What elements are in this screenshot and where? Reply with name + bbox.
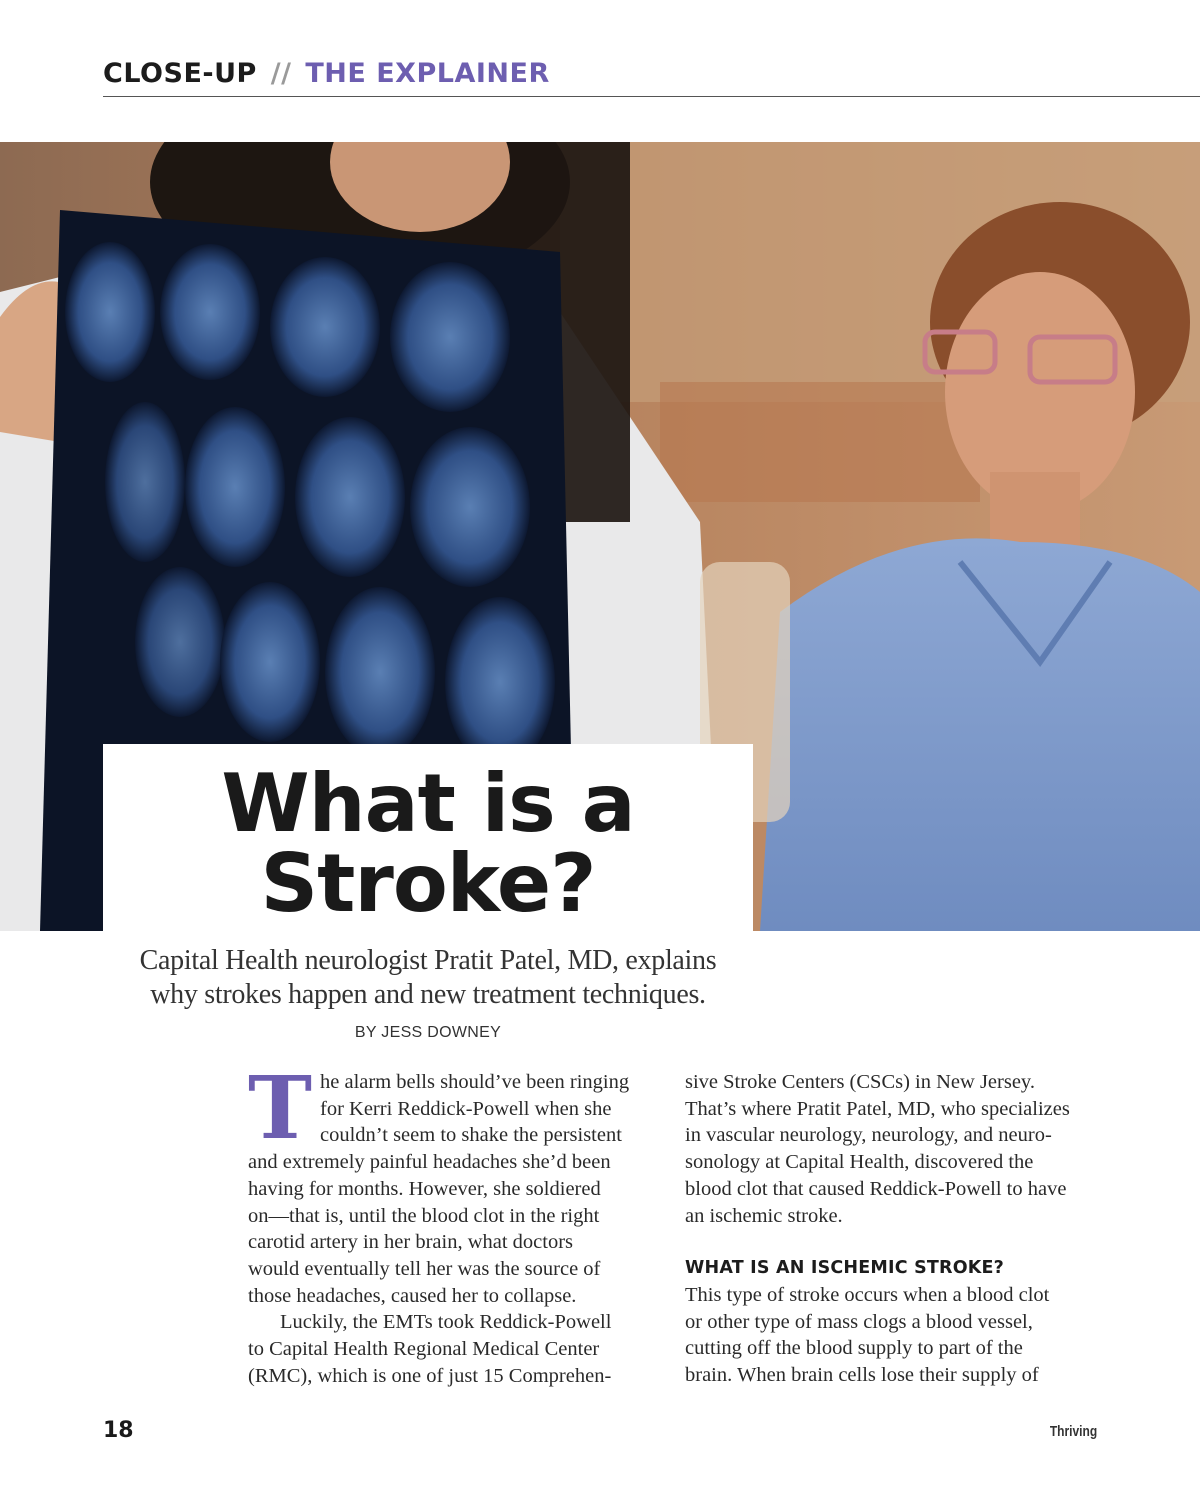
drop-cap-letter: T — [248, 1058, 312, 1159]
section-header — [103, 56, 1200, 97]
deck-line-2: why strokes happen and new treatment techniques. — [150, 979, 706, 1010]
body-line: cutting off the blood supply to part of the — [685, 1337, 1023, 1360]
body-line: This type of stroke occurs when a blood clot — [685, 1283, 1050, 1306]
body-line: to Capital Health Regional Medical Center — [248, 1338, 600, 1361]
body-line: couldn’t seem to shake the persistent — [320, 1124, 622, 1147]
body-line: for Kerri Reddick-Powell when she — [320, 1097, 612, 1120]
page-number: 18 — [103, 1418, 134, 1443]
publication-name: Thriving — [1049, 1423, 1097, 1440]
body-column-right — [685, 1069, 1105, 1389]
body-line: carotid artery in her brain, what doctors — [248, 1231, 574, 1254]
body-line: sonology at Capital Health, discovered the — [685, 1151, 1034, 1174]
body-line: those headaches, caused her to collapse. — [248, 1284, 577, 1307]
subsection-label: THE EXPLAINER — [305, 58, 550, 89]
body-line: would eventually tell her was the source of — [248, 1257, 601, 1280]
body-line: blood clot that caused Reddick-Powell to have — [685, 1177, 1067, 1200]
body-line: an ischemic stroke. — [685, 1204, 843, 1227]
section-subhead: WHAT IS AN ISCHEMIC STROKE? — [685, 1258, 1005, 1279]
body-line: having for months. However, she soldiered — [248, 1177, 601, 1200]
body-column-left — [248, 1058, 648, 1389]
deck-line-1: Capital Health neurologist Pratit Patel, MD, explains — [139, 945, 717, 976]
body-line: or other type of mass clogs a blood vessel, — [685, 1310, 1033, 1333]
body-line: on—that is, until the blood clot in the right — [248, 1204, 600, 1227]
body-line: and extremely painful headaches she’d been — [248, 1151, 611, 1174]
title-box — [103, 744, 753, 931]
body-line: (RMC), which is one of just 15 Comprehen- — [248, 1364, 612, 1387]
body-line: Luckily, the EMTs took Reddick-Powell — [280, 1311, 612, 1334]
section-separator: // — [270, 58, 292, 89]
body-line: sive Stroke Centers (CSCs) in New Jersey. — [685, 1071, 1035, 1093]
byline: BY JESS DOWNEY — [354, 1024, 502, 1041]
title-line-1: What is a — [221, 757, 635, 850]
section-label: CLOSE-UP — [103, 58, 257, 89]
body-line: That’s where Pratit Patel, MD, who specializes — [685, 1097, 1070, 1120]
page-title — [103, 744, 753, 930]
body-line: he alarm bells should’ve been ringing — [320, 1071, 630, 1093]
body-line: brain. When brain cells lose their supply of — [685, 1364, 1039, 1387]
deck — [103, 944, 753, 1012]
title-line-2: Stroke? — [260, 837, 596, 930]
body-line: in vascular neurology, neurology, and neuro- — [685, 1124, 1052, 1147]
